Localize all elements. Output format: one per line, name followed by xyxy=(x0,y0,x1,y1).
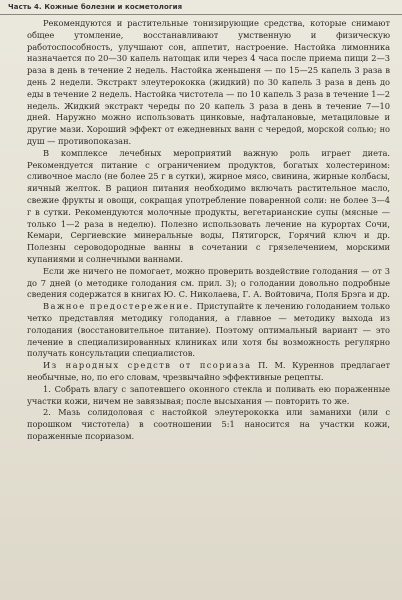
running-head: Часть 4. Кожные болезни и косметология xyxy=(8,3,183,11)
recipe-1: 1. Собрать влагу с запотевшего оконного стекла и поливать ею пораженные участки кожи, ничем не завязывая; после высыхания — повторить то же. xyxy=(27,383,390,406)
paragraph-fasting: Если же ничего не помогает, можно проверить воздействие голодания — от 3 до 7 дней (о методике голодания см. прил. 3); о голодании довольно подробные сведения содержатся в книгах Ю. С. Николаева, Г. А. Войтовича, Поля Брэга и др. xyxy=(27,265,390,300)
paragraph-tonics: Рекомендуются и растительные тонизирующие средства, которые снимают общее утомление, восстанавливают умственную и физическую работоспособность, улучшают сон, аппетит, настроение. Настойка лимонника назначается по 20—30 капель натощак или через 4 часа после приема пищи 2—3 раза в день в течение 2 недель. Настойка женьшеня — по 15—25 капель 3 раза в день 2 недели. Экстракт элеутерококка (жидкий) по 30 капель 3 раза в день до еды в течение 2 недель. Настойка чистотела — по 10 капель 3 раза в течение 1—2 недель. Жидкий экстракт череды по 20 капель 3 раза в день в течение 7—10 дней. Наружно можно использовать цинковые, нафталановые, метациловые и другие мази. Хороший эффект от ежедневных ванн с чередой, морской солью; но душ — противопоказан. xyxy=(27,18,390,146)
folk-text: П. М. Куреннов предлагает необычные, но, по его словам, чрезвычайно эффективные рецепты. xyxy=(27,360,390,382)
paragraph-warning xyxy=(27,301,390,360)
warning-text: Приступайте к лечению голоданием только четко представляя методику голодания, а главное — методику выхода из голодания (восстановительное питание). Поэтому оптимальный вариант — это лечение в специализированных клиниках или хотя бы возможность регулярно получать консультации специалистов. xyxy=(27,301,390,359)
paragraph-diet: В комплексе лечебных мероприятий важную роль играет диета. Рекомендуется питание с ограничением продуктов, богатых холестерином: сливочное масло (не более 25 г в сутки), жирное мясо, свинина, жирные колбасы, яичный желток. В рацион питания необходимо включать растительное масло, свежие фрукты и овощи, сокращая употребление поваренной соли: не более 3—4 г в сутки. Рекомендуются молочные продукты, вегетарианские супы (мясные — только 1—2 раза в неделю). Полезно использовать лечение на курортах Сочи, Кемари, Сергиевские минеральные воды, Пятигорск, Горячий ключ и др. Полезны сероводородные ванны в сочетании с грязелечением, морскими купаниями и солнечными ваннами. xyxy=(27,147,390,264)
header-rule xyxy=(0,14,402,15)
folk-lead: Из народных средств от псориаза xyxy=(43,360,252,371)
warning-lead: Важное предостережение. xyxy=(43,301,194,312)
paragraph-folk-remedies xyxy=(27,360,390,384)
recipe-2: 2. Мазь солидоловая с настойкой элеутерококка или заманихи (или с порошком чистотела) в соотношении 5:1 наносится на участки кожи, пораженные псориазом. xyxy=(27,407,390,441)
body-text xyxy=(27,18,390,596)
